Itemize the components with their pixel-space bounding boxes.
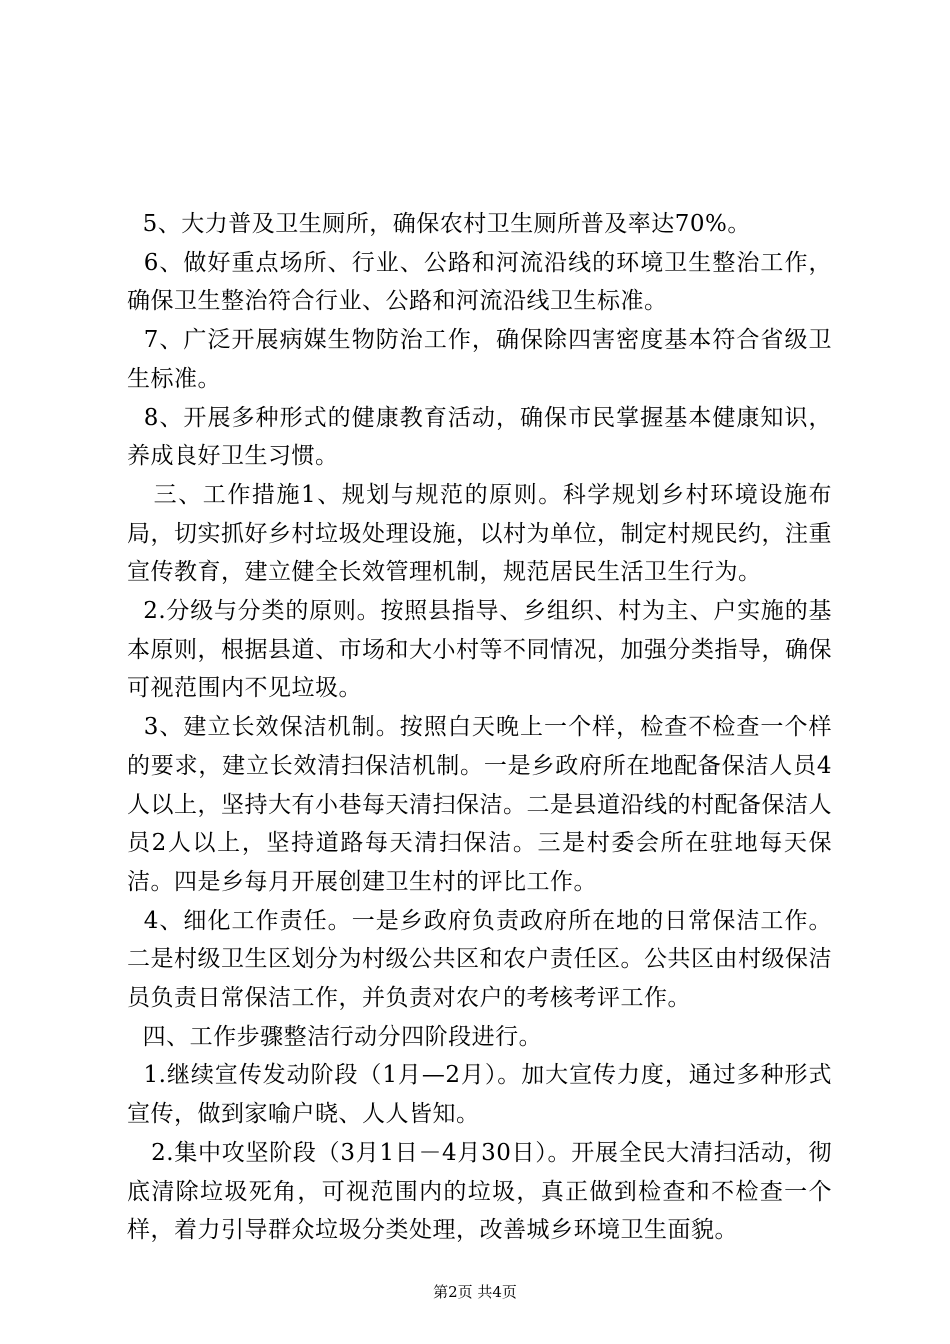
paragraph-steps-1: 1.继续宣传发动阶段（1月—2月）。加大宣传力度，通过多种形式宣传，做到家喻户晓、人人皆知。 [127,1062,832,1128]
paragraph-measures-3: 3、建立长效保洁机制。按照白天晚上一个样，检查不检查一个样的要求，建立长效清扫保洁机制。一是乡政府所在地配备保洁人员4人以上，坚持大有小巷每天清扫保洁。二是县道沿线的村配备保洁人员2人以上，坚持道路每天清扫保洁。三是村委会所在驻地每天保洁。四是乡每月开展创建卫生村的评比工作。 [127,714,833,895]
document-body [127,205,832,1250]
paragraph-measures-4: 4、细化工作责任。一是乡政府负责政府所在地的日常保洁工作。二是村级卫生区划分为村级公共区和农户责任区。公共区由村级保洁员负责日常保洁工作，并负责对农户的考核考评工作。 [127,907,833,1012]
page-number-footer: 第2页 共4页 [433,1283,517,1301]
paragraph-goal-7: 7、广泛开展病媒生物防治工作，确保除四害密度基本符合省级卫生标准。 [127,327,833,392]
paragraph-steps-2: 2.集中攻坚阶段（3月1日－4月30日）。开展全民大清扫活动，彻底清除垃圾死角，可视范围内的垃圾，真正做到检查和不检查一个样，着力引导群众垃圾分类处理，改善城乡环境卫生面貌。 [127,1139,832,1244]
paragraph-measures-2: 2.分级与分类的原则。按照县指导、乡组织、村为主、户实施的基本原则，根据县道、市场和大小村等不同情况，加强分类指导，确保可视范围内不见垃圾。 [127,598,832,702]
paragraph-steps-heading: 四、工作步骤整洁行动分四阶段进行。 [127,1023,543,1050]
paragraph-measures-1: 三、工作措施1、规划与规范的原则。科学规划乡村环境设施布局，切实抓好乡村垃圾处理设施，以村为单位，制定村规民约，注重宣传教育，建立健全长效管理机制，规范居民生活卫生行为。 [127,481,833,586]
paragraph-goal-8: 8、开展多种形式的健康教育活动，确保市民掌握基本健康知识，养成良好卫生习惯。 [127,404,833,470]
paragraph-goal-6: 6、做好重点场所、行业、公路和河流沿线的环境卫生整治工作，确保卫生整治符合行业、公路和河流沿线卫生标准。 [127,249,833,315]
paragraph-goal-5: 5、大力普及卫生厕所，确保农村卫生厕所普及率达70%。 [127,211,751,237]
